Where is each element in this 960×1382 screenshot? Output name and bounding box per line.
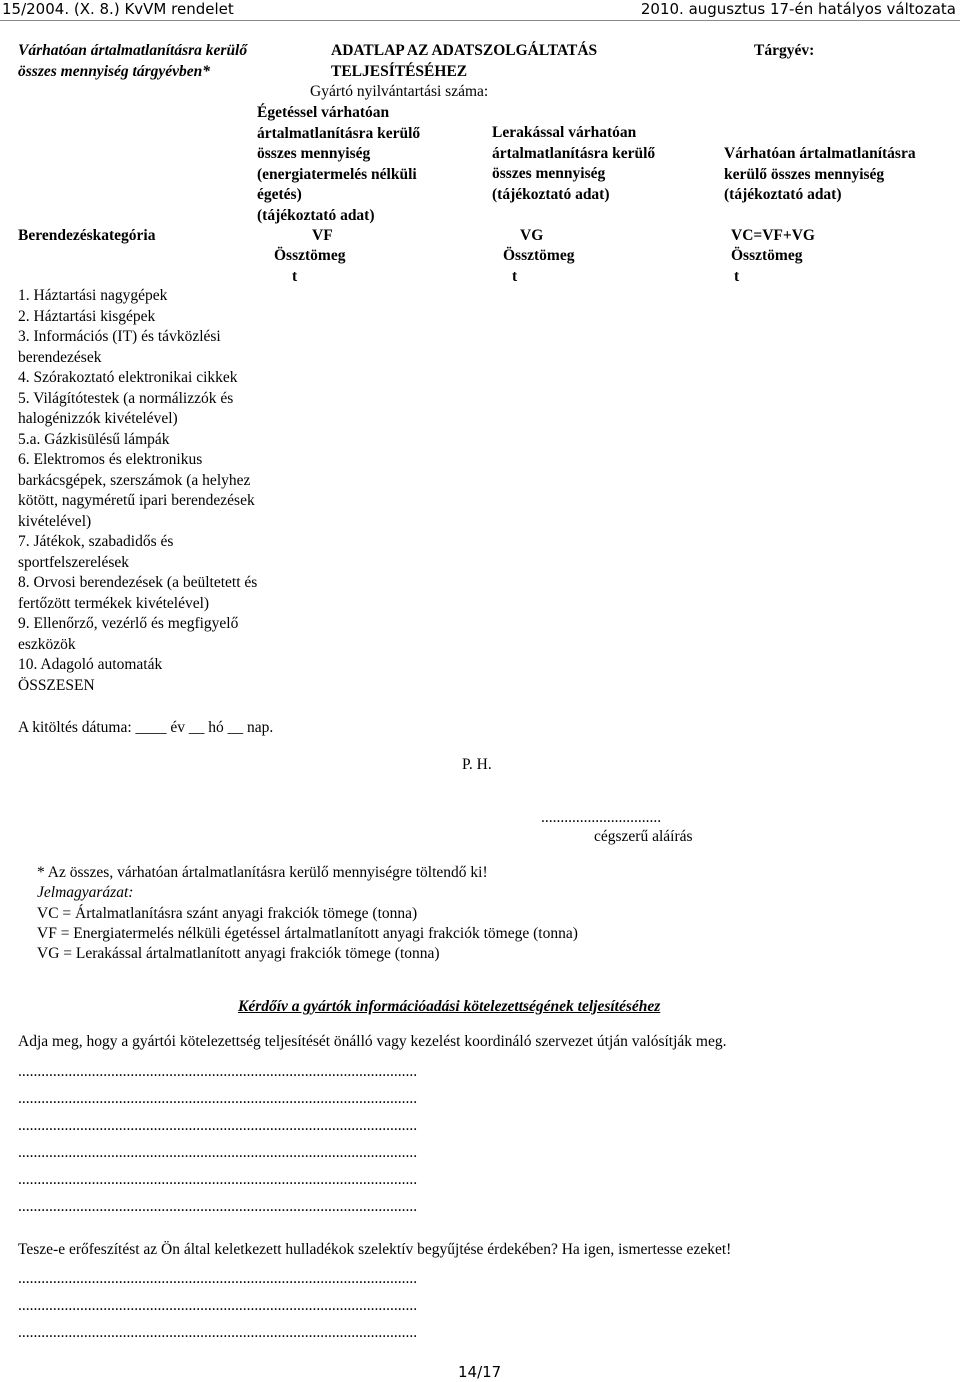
category-row: 5. Világítótestek (a normálizzók és	[18, 389, 234, 407]
total-quantity-title: Várhatóan ártalmatlanításra kerülő összes mennyiség tárgyévben*	[18, 42, 248, 80]
column-vg-code: VG	[520, 227, 544, 244]
column-vf-subheader: Össztömeg	[274, 247, 346, 264]
category-row: barkácsgépek, szerszámok (a helyhez	[18, 471, 251, 489]
answer-line: .......................................................................................................	[18, 1297, 418, 1314]
column-vg-unit: t	[512, 268, 518, 285]
answer-1-lines	[18, 1062, 417, 1224]
category-row: 7. Játékok, szabadidős és	[18, 533, 174, 550]
question-2: Tesze-e erőfeszítést az Ön által keletkezett hulladékok szelektív begyűjtése érdekében? Ha igen, ismertesse ezeket!	[18, 1241, 732, 1258]
column-vc-code: VC=VF+VG	[731, 227, 815, 244]
answer-line: .......................................................................................................	[18, 1144, 418, 1161]
legend-vf: VF = Energiatermelés nélküli égetéssel ártalmatlanított anyagi frakciók tömege (tonna)	[37, 925, 578, 942]
answer-2-lines	[18, 1269, 417, 1350]
asterisk-note: * Az összes, várhatóan ártalmatlanításra kerülő mennyiségre töltendő ki!	[37, 864, 488, 881]
category-row: 9. Ellenőrző, vezérlő és megfigyelő	[18, 615, 239, 632]
category-row: 4. Szórakoztató elektronikai cikkek	[18, 369, 238, 386]
category-row: 6. Elektromos és elektronikus	[18, 451, 203, 468]
category-row: kivételével)	[18, 512, 92, 530]
answer-line: .......................................................................................................	[18, 1063, 418, 1080]
category-row: fertőzött termékek kivételével)	[18, 594, 210, 612]
header-rule	[0, 20, 960, 21]
category-row: 2. Háztartási kisgépek	[18, 307, 156, 325]
column-vf-description: Égetéssel várhatóan ártalmatlanításra kerülő összes mennyiség (energiatermelés nélküli égetés) (tájékoztató adat)	[257, 104, 421, 224]
answer-line: .......................................................................................................	[18, 1090, 418, 1107]
answer-line: .......................................................................................................	[18, 1117, 418, 1134]
signature-dots: ...............................	[541, 809, 662, 826]
header-version: 2010. augusztus 17-én hatályos változata	[640, 0, 956, 18]
category-column-header: Berendezéskategória	[18, 227, 156, 244]
legend-vc: VC = Ártalmatlanításra szánt anyagi frakciók tömege (tonna)	[37, 905, 418, 922]
column-vc-unit: t	[734, 268, 740, 285]
legend-title: Jelmagyarázat:	[37, 884, 134, 901]
category-row: 5.a. Gázkisülésű lámpák	[18, 430, 170, 448]
signature-label: cégszerű aláírás	[594, 828, 693, 845]
reporting-year-label: Tárgyév:	[754, 42, 815, 59]
answer-line: .......................................................................................................	[18, 1171, 418, 1188]
category-row: eszközök	[18, 635, 76, 653]
column-vf-unit: t	[292, 268, 298, 285]
answer-line: .......................................................................................................	[18, 1198, 418, 1215]
column-vc-description: Várhatóan ártalmatlanításra kerülő összes mennyiség (tájékoztató adat)	[724, 145, 916, 203]
running-header	[0, 0, 960, 20]
category-list	[18, 286, 257, 696]
question-1: Adja meg, hogy a gyártói kötelezettség teljesítését önálló vagy kezelést koordináló szervezet útján valósítják meg.	[18, 1033, 727, 1050]
category-row: berendezések	[18, 348, 102, 366]
manufacturer-reg-no-label: Gyártó nyilvántartási száma:	[310, 83, 489, 100]
category-row: 1. Háztartási nagygépek	[18, 287, 168, 304]
stamp-label: P. H.	[462, 756, 492, 773]
category-row: 8. Orvosi berendezések (a beültetett és	[18, 574, 258, 591]
answer-line: .......................................................................................................	[18, 1270, 418, 1287]
category-row: halogénizzók kivételével)	[18, 410, 178, 427]
category-row: 3. Információs (IT) és távközlési	[18, 328, 221, 345]
legend-vg: VG = Lerakással ártalmatlanított anyagi frakciók tömege (tonna)	[37, 945, 440, 962]
column-vg-description: Lerakással várhatóan ártalmatlanításra kerülő összes mennyiség (tájékoztató adat)	[492, 124, 656, 203]
page-number: 14/17	[458, 1363, 502, 1381]
column-vf-code: VF	[312, 227, 333, 244]
column-vc-subheader: Össztömeg	[731, 247, 803, 264]
header-decree-ref: 15/2004. (X. 8.) KvVM rendelet	[2, 0, 234, 18]
column-vg-subheader: Össztömeg	[503, 247, 575, 264]
completion-date-line: A kitöltés dátuma: ____ év __ hó __ nap.	[18, 719, 274, 736]
total-row: ÖSSZESEN	[18, 676, 95, 694]
answer-line: .......................................................................................................	[18, 1324, 418, 1341]
category-row: kötött, nagyméretű ipari berendezések	[18, 492, 255, 509]
category-row: sportfelszerelések	[18, 553, 130, 571]
category-row: 10. Adagoló automaták	[18, 656, 163, 673]
form-title: ADATLAP AZ ADATSZOLGÁLTATÁS TELJESÍTÉSÉHEZ	[331, 42, 598, 80]
questionnaire-title: Kérdőív a gyártók információadási kötelezettségének teljesítéséhez	[238, 998, 661, 1015]
